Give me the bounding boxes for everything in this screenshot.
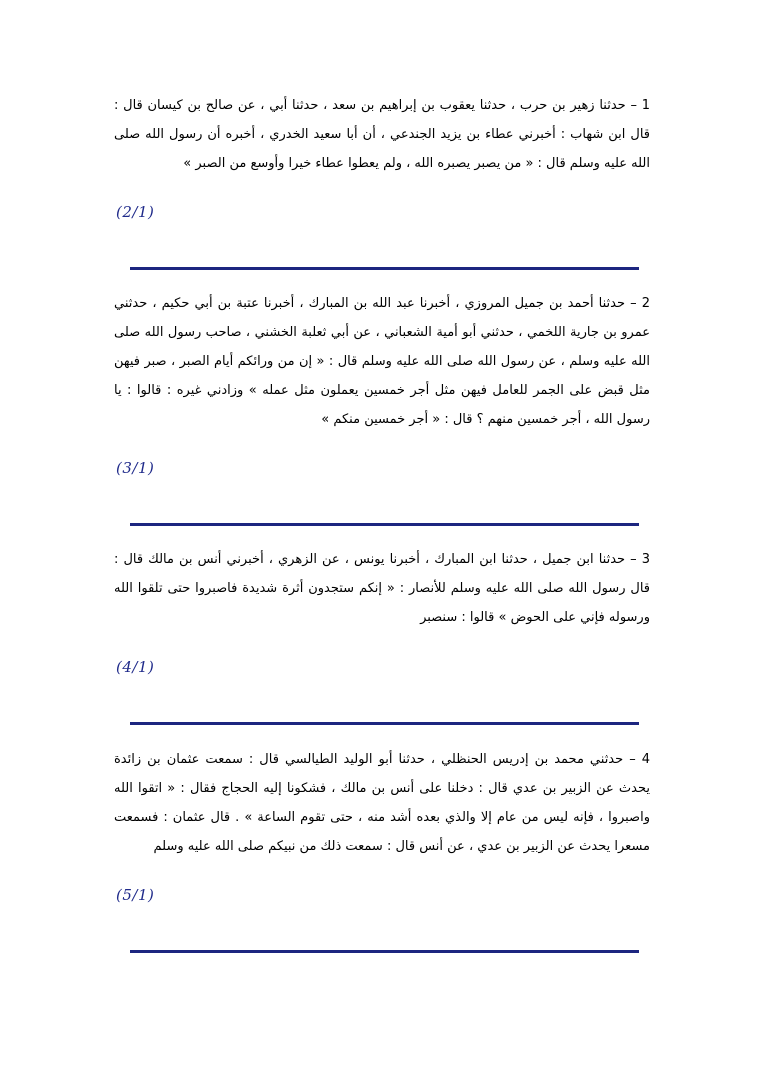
section-divider bbox=[130, 950, 639, 953]
hadith-entry-2 bbox=[114, 289, 650, 434]
section-divider bbox=[130, 267, 639, 270]
hadith-entry-1 bbox=[114, 91, 650, 178]
page-reference: (5/1) bbox=[116, 886, 155, 904]
page-reference: (4/1) bbox=[116, 658, 155, 676]
page-reference: (2/1) bbox=[116, 203, 155, 221]
hadith-text: 2 – حدثنا أحمد بن جميل المروزي ، أخبرنا عبد الله بن المبارك ، أخبرنا عتبة بن أبي حكيم ، حدثني عمرو بن جارية اللخمي ، حدثني أبو أمية الشعباني ، عن أبي ثعلبة الخشني ، صاحب رسول الله صلى الله عليه وسلم ، عن رسول الله صلى الله عليه وسلم قال : « إن من ورائكم أيام الصبر ، صبر فيهن مثل قبض على الجمر للعامل فيهن مثل أجر خمسين يعملون مثل عمله » وزادني غيره : قالوا : يا رسول الله ، أجر خمسين منهم ؟ قال : « أجر خمسين منكم » bbox=[114, 296, 650, 427]
hadith-text: 1 – حدثنا زهير بن حرب ، حدثنا يعقوب بن إبراهيم بن سعد ، حدثنا أبي ، عن صالح بن كيسان قال : قال ابن شهاب : أخبرني عطاء بن يزيد الجندعي ، أن أبا سعيد الخدري ، أخبره أن رسول الله صلى الله عليه وسلم قال : « من يصبر يصبره الله ، ولم يعطوا عطاء خيرا وأوسع من الصبر » bbox=[114, 98, 650, 171]
hadith-entry-3 bbox=[114, 545, 650, 632]
hadith-text: 3 – حدثنا ابن جميل ، حدثنا ابن المبارك ، أخبرنا يونس ، عن الزهري ، أخبرني أنس بن مالك قال : قال رسول الله صلى الله عليه وسلم للأنصار : « إنكم ستجدون أثرة شديدة فاصبروا حتى تلقوا الله ورسوله فإني على الحوض » قالوا : سنصبر bbox=[114, 552, 650, 625]
hadith-text: 4 – حدثني محمد بن إدريس الحنظلي ، حدثنا أبو الوليد الطيالسي قال : سمعت عثمان بن زائدة يحدث عن الزبير بن عدي قال : دخلنا على أنس بن مالك ، فشكونا إليه الحجاج فقال : « اتقوا الله واصبروا ، فإنه ليس من عام إلا والذي بعده أشد منه ، حتى تقوم الساعة » . قال عثمان : فسمعت مسعرا يحدث عن الزبير بن عدي ، عن أنس قال : سمعت ذلك من نبيكم صلى الله عليه وسلم bbox=[114, 752, 650, 854]
section-divider bbox=[130, 722, 639, 725]
hadith-entry-4 bbox=[114, 745, 650, 861]
page-reference: (3/1) bbox=[116, 459, 155, 477]
section-divider bbox=[130, 523, 639, 526]
